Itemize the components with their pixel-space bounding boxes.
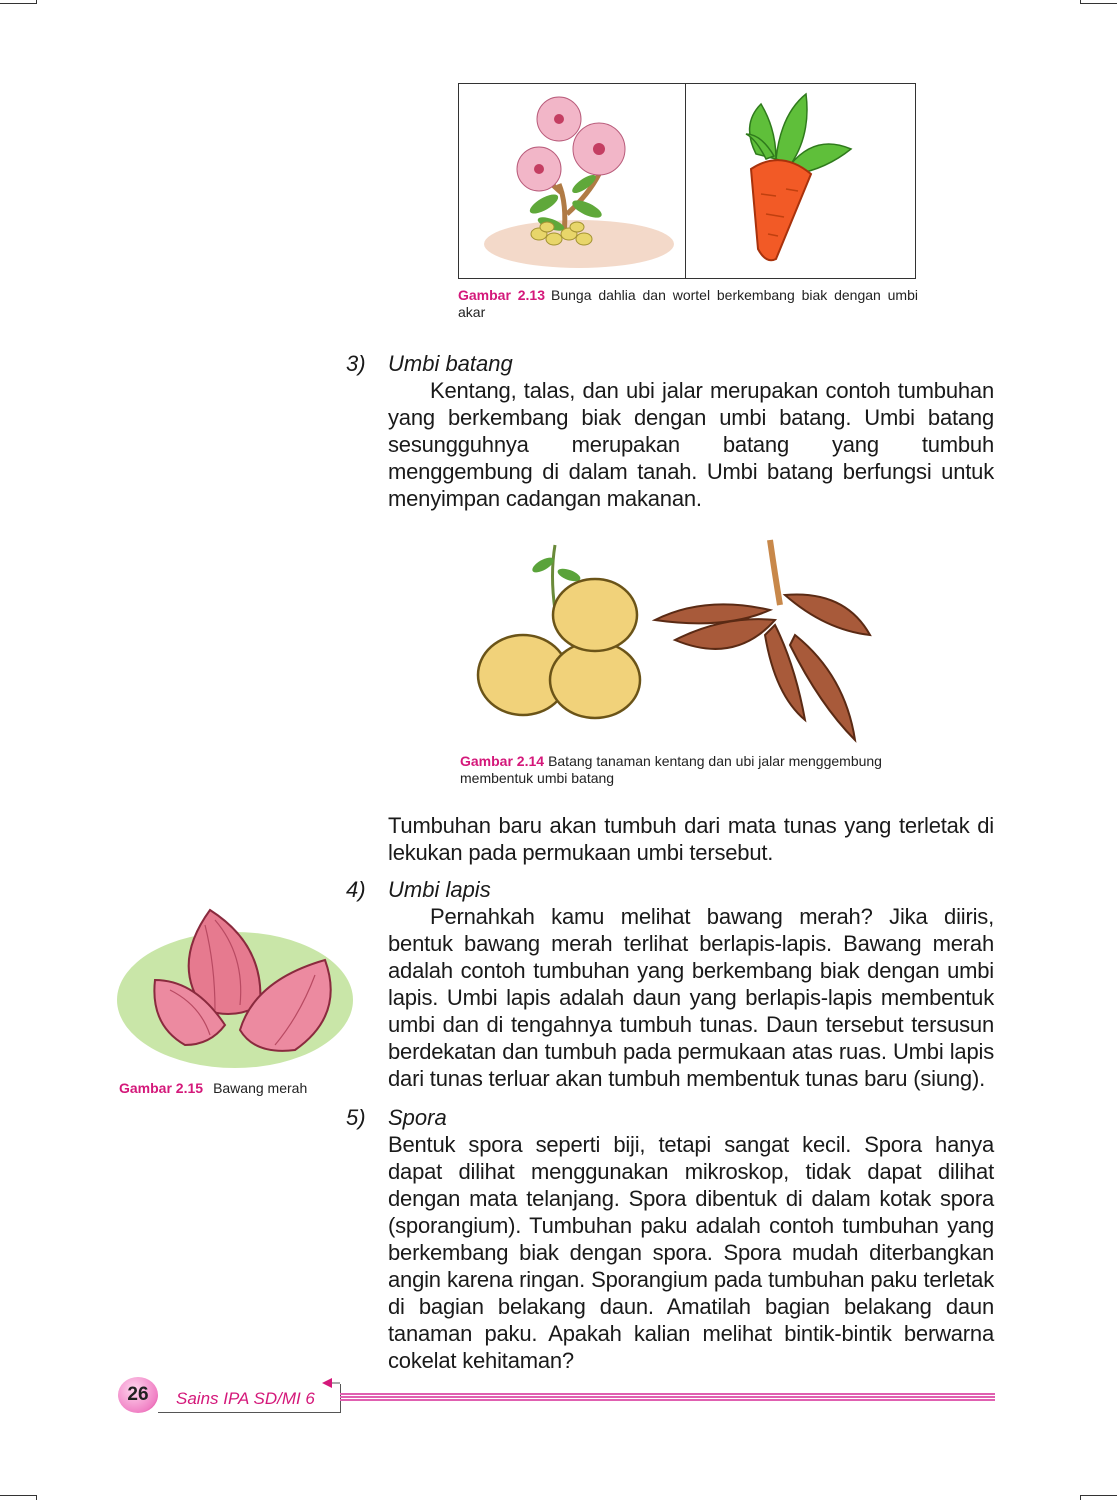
crop-mark xyxy=(1080,0,1081,4)
footer-rule-middle xyxy=(340,1396,995,1398)
umbi-batang-continuation: Tumbuhan baru akan tumbuh dari mata tunas yang terletak di lekukan pada permukaan umbi tersebut. xyxy=(388,813,994,865)
figure-label: Gambar 2.14 xyxy=(460,753,545,769)
section-title: Spora xyxy=(388,1105,447,1130)
figure-label: Gambar 2.15 xyxy=(119,1080,204,1096)
crop-mark xyxy=(36,0,37,4)
crop-mark xyxy=(1081,3,1117,4)
potato-sweet-potato-illustration xyxy=(475,535,875,745)
crop-mark xyxy=(0,1495,36,1496)
crop-mark xyxy=(1081,1495,1117,1496)
crop-mark xyxy=(1080,1495,1081,1500)
section-3-heading xyxy=(346,350,1006,377)
figure-label: Gambar 2.13 xyxy=(458,287,545,303)
section-4-heading xyxy=(346,876,1006,903)
dahlia-illustration xyxy=(459,84,685,278)
section-4-paragraph: Pernahkah kamu melihat bawang merah? Jika diiris, bentuk bawang merah terlihat berlapis-lapis. Bawang merah adalah contoh tumbuhan yang berkembang biak dengan umbi lapis. Umbi lapis adalah daun yang berlapis-lapis membentuk umbi dan di tengahnya tumbuh tunas. Daun tersebut tersusun berdekatan dan tumbuh pada permukaan atas ruas. Umbi lapis dari tunas terluar akan tumbuh membentuk tunas baru (siung). xyxy=(388,904,994,1091)
section-number: 4) xyxy=(346,877,366,902)
figure-2-14-caption xyxy=(460,753,930,787)
carrot-illustration xyxy=(686,84,915,278)
section-5-paragraph: Bentuk spora seperti biji, tetapi sangat kecil. Spora hanya dapat dilihat menggunakan mikroskop, tidak dapat dilihat dengan mata telanjang. Spora dibentuk di dalam kotak spora (sporangium). Tumbuhan paku adalah contoh tumbuhan yang berkembang biak dengan spora. Spora mudah diterbangkan angin karena ringan. Sporangium pada tumbuhan paku terletak di bagian belakang daun. Amatilah bagian belakang daun tanaman paku. Apakah kalian melihat bintik-bintik berwarna cokelat kehitaman? xyxy=(388,1132,994,1373)
caption-text: Batang tanaman kentang dan ubi jalar menggembung membentuk umbi batang xyxy=(460,753,882,786)
crop-mark xyxy=(0,3,36,4)
section-number: 3) xyxy=(346,351,366,376)
section-3-paragraph: Kentang, talas, dan ubi jalar merupakan contoh tumbuhan yang berkembang biak dengan umbi batang. Umbi batang sesungguhnya merupakan batang yang tumbuh menggembung di dalam tanah. Umbi batang berfungsi untuk menyimpan cadangan makanan. xyxy=(388,378,994,511)
figure-2-15-caption xyxy=(119,1080,339,1097)
section-number: 5) xyxy=(346,1105,366,1130)
page-number: 26 xyxy=(127,1384,149,1405)
figure-2-13-caption xyxy=(458,287,918,321)
section-title: Umbi lapis xyxy=(388,877,491,902)
section-title: Umbi batang xyxy=(388,351,513,376)
shallot-illustration xyxy=(115,905,355,1075)
crop-mark xyxy=(36,1495,37,1500)
arrow-left-icon xyxy=(322,1377,342,1389)
figure-2-13-box xyxy=(458,83,916,279)
caption-text: Bunga dahlia dan wortel berkembang biak dengan umbi akar xyxy=(458,287,918,320)
caption-text: Bawang merah xyxy=(213,1080,308,1096)
section-5-heading xyxy=(346,1104,1006,1131)
footer-book-title: Sains IPA SD/MI 6 xyxy=(176,1389,315,1408)
